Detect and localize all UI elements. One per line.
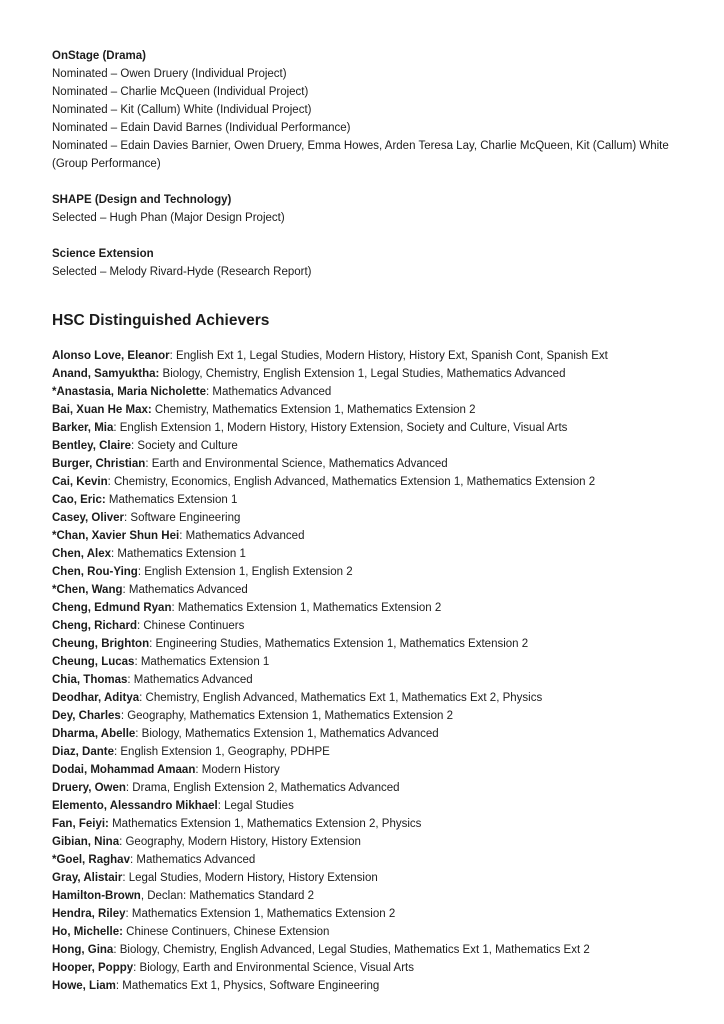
achiever-name: Chen, Rou-Ying bbox=[52, 566, 138, 578]
achiever-name: Dey, Charles bbox=[52, 710, 121, 722]
achiever-name: Dharma, Abelle bbox=[52, 728, 136, 740]
award-section-heading: SHAPE (Design and Technology) bbox=[52, 194, 232, 206]
achiever-entry bbox=[52, 815, 678, 833]
achiever-subjects: : Mathematics Extension 1 bbox=[134, 656, 270, 668]
achiever-entry bbox=[52, 905, 678, 923]
achiever-entry bbox=[52, 437, 678, 455]
achiever-subjects: : Mathematics Extension 1 bbox=[111, 548, 246, 560]
achiever-name: Cheung, Lucas bbox=[52, 656, 135, 668]
achiever-name: Alonso Love, Eleanor bbox=[52, 350, 170, 362]
achiever-subjects: Chinese Continuers, Chinese Extension bbox=[122, 926, 330, 938]
achiever-subjects: : Mathematics Ext 1, Physics, Software Engineering bbox=[115, 980, 380, 992]
achiever-entry bbox=[52, 887, 678, 905]
award-line: Nominated – Owen Druery (Individual Project) bbox=[52, 68, 287, 80]
achiever-entry bbox=[52, 761, 678, 779]
award-line: Selected – Hugh Phan (Major Design Project) bbox=[52, 212, 285, 224]
achiever-name: *Chan, Xavier Shun Hei bbox=[52, 530, 180, 542]
achiever-name: Druery, Owen bbox=[52, 782, 126, 794]
achiever-subjects: : Mathematics Advanced bbox=[129, 854, 256, 866]
achiever-entry bbox=[52, 797, 678, 815]
achiever-subjects: : Software Engineering bbox=[124, 512, 241, 524]
achiever-subjects: : Biology, Chemistry, English Advanced, Legal Studies, Mathematics Ext 1, Mathematics Ext 2 bbox=[113, 944, 590, 956]
achiever-entry bbox=[52, 923, 678, 941]
achiever-entry bbox=[52, 347, 678, 365]
achiever-subjects: : Chemistry, English Advanced, Mathematics Ext 1, Mathematics Ext 2, Physics bbox=[139, 692, 543, 704]
achiever-subjects: : Drama, English Extension 2, Mathematics Advanced bbox=[125, 782, 400, 794]
achiever-subjects: : English Extension 1, Geography, PDHPE bbox=[114, 746, 330, 758]
award-line: Nominated – Kit (Callum) White (Individual Project) bbox=[52, 104, 312, 116]
achiever-name: Fan, Feiyi: bbox=[52, 818, 109, 830]
achiever-entry bbox=[52, 563, 678, 581]
achiever-subjects: : Society and Culture bbox=[131, 440, 238, 452]
achiever-subjects: : Modern History bbox=[195, 764, 280, 776]
achiever-entry bbox=[52, 509, 678, 527]
award-section-heading: Science Extension bbox=[52, 248, 154, 260]
achiever-subjects: : Biology, Mathematics Extension 1, Mathematics Advanced bbox=[135, 728, 439, 740]
achiever-name: Elemento, Alessandro Mikhael bbox=[52, 800, 218, 812]
achiever-name: Anand, Samyuktha: bbox=[52, 368, 160, 380]
achiever-subjects: : Legal Studies, Modern History, History Extension bbox=[122, 872, 378, 884]
achiever-name: Diaz, Dante bbox=[52, 746, 114, 758]
award-section-heading: OnStage (Drama) bbox=[52, 50, 146, 62]
achiever-name: Hong, Gina bbox=[52, 944, 114, 956]
achiever-entry bbox=[52, 959, 678, 977]
achiever-entry bbox=[52, 635, 678, 653]
achiever-entry bbox=[52, 491, 678, 509]
achiever-subjects: : Biology, Earth and Environmental Science, Visual Arts bbox=[133, 962, 414, 974]
achiever-subjects: , Declan: Mathematics Standard 2 bbox=[140, 890, 315, 902]
achiever-name: Bai, Xuan He Max: bbox=[52, 404, 152, 416]
achiever-subjects: Biology, Chemistry, English Extension 1, Legal Studies, Mathematics Advanced bbox=[159, 368, 566, 380]
achiever-name: Cheng, Richard bbox=[52, 620, 137, 632]
achiever-entry bbox=[52, 743, 678, 761]
achiever-name: Gray, Alistair bbox=[52, 872, 123, 884]
achiever-subjects: : Mathematics Advanced bbox=[127, 674, 253, 686]
achiever-subjects: : Mathematics Extension 1, Mathematics Extension 2 bbox=[125, 908, 396, 920]
achiever-subjects: : English Ext 1, Legal Studies, Modern History, History Ext, Spanish Cont, Spanish Ext bbox=[169, 350, 608, 362]
achiever-name: Hamilton-Brown bbox=[52, 890, 141, 902]
achiever-entry bbox=[52, 545, 678, 563]
award-section bbox=[52, 47, 678, 173]
award-line: Nominated – Charlie McQueen (Individual Project) bbox=[52, 86, 309, 98]
achiever-entry bbox=[52, 527, 678, 545]
achiever-name: Burger, Christian bbox=[52, 458, 146, 470]
award-line: Selected – Melody Rivard-Hyde (Research Report) bbox=[52, 266, 312, 278]
award-line: Nominated – Edain Davies Barnier, Owen Druery, Emma Howes, Arden Teresa Lay, Charlie McQueen, Kit (Callum) White (Group Performance) bbox=[52, 140, 669, 170]
achiever-subjects: : Mathematics Advanced bbox=[122, 584, 248, 596]
achiever-entry bbox=[52, 617, 678, 635]
achiever-subjects: Mathematics Extension 1, Mathematics Extension 2, Physics bbox=[108, 818, 422, 830]
achiever-subjects: : Legal Studies bbox=[217, 800, 294, 812]
achiever-name: Hooper, Poppy bbox=[52, 962, 134, 974]
achiever-subjects: : Chinese Continuers bbox=[136, 620, 245, 632]
award-section bbox=[52, 245, 678, 281]
achiever-name: Cai, Kevin bbox=[52, 476, 108, 488]
achiever-name: Barker, Mia bbox=[52, 422, 114, 434]
achiever-name: Howe, Liam bbox=[52, 980, 116, 992]
achiever-name: Cheung, Brighton bbox=[52, 638, 150, 650]
achiever-subjects: : Mathematics Extension 1, Mathematics Extension 2 bbox=[171, 602, 442, 614]
achiever-subjects: Chemistry, Mathematics Extension 1, Mathematics Extension 2 bbox=[151, 404, 476, 416]
achiever-subjects: : Geography, Mathematics Extension 1, Mathematics Extension 2 bbox=[120, 710, 453, 722]
achiever-entry bbox=[52, 725, 678, 743]
achiever-name: Dodai, Mohammad Amaan bbox=[52, 764, 196, 776]
achiever-entry bbox=[52, 779, 678, 797]
achiever-subjects: : Engineering Studies, Mathematics Extension 1, Mathematics Extension 2 bbox=[149, 638, 529, 650]
achiever-entry bbox=[52, 599, 678, 617]
achiever-name: *Anastasia, Maria Nicholette bbox=[52, 386, 207, 398]
achiever-entry bbox=[52, 869, 678, 887]
achiever-entry bbox=[52, 707, 678, 725]
achiever-name: Gibian, Nina bbox=[52, 836, 120, 848]
achiever-entry bbox=[52, 851, 678, 869]
achiever-name: Hendra, Riley bbox=[52, 908, 126, 920]
achiever-subjects: : Earth and Environmental Science, Mathematics Advanced bbox=[145, 458, 448, 470]
achiever-entry bbox=[52, 653, 678, 671]
achiever-name: Chen, Alex bbox=[52, 548, 112, 560]
achiever-entry bbox=[52, 833, 678, 851]
achiever-subjects: : English Extension 1, English Extension 2 bbox=[137, 566, 353, 578]
achiever-name: *Goel, Raghav bbox=[52, 854, 130, 866]
award-sections bbox=[52, 47, 678, 281]
achiever-entry bbox=[52, 671, 678, 689]
achiever-subjects: : Mathematics Advanced bbox=[179, 530, 305, 542]
achiever-name: *Chen, Wang bbox=[52, 584, 123, 596]
achiever-name: Chia, Thomas bbox=[52, 674, 128, 686]
achiever-name: Ho, Michelle: bbox=[52, 926, 123, 938]
achiever-subjects: Mathematics Extension 1 bbox=[105, 494, 238, 506]
achiever-subjects: : Geography, Modern History, History Extension bbox=[119, 836, 361, 848]
achiever-name: Cheng, Edmund Ryan bbox=[52, 602, 172, 614]
achiever-subjects: : English Extension 1, Modern History, History Extension, Society and Culture, Visual Arts bbox=[113, 422, 568, 434]
achiever-entry bbox=[52, 689, 678, 707]
achiever-entry bbox=[52, 365, 678, 383]
award-section bbox=[52, 191, 678, 227]
achiever-entry bbox=[52, 473, 678, 491]
achiever-entry bbox=[52, 581, 678, 599]
achievers-list bbox=[52, 347, 678, 995]
award-line: Nominated – Edain David Barnes (Individual Performance) bbox=[52, 122, 351, 134]
achiever-entry bbox=[52, 401, 678, 419]
achiever-entry bbox=[52, 455, 678, 473]
achiever-name: Cao, Eric: bbox=[52, 494, 106, 506]
achievers-heading: HSC Distinguished Achievers bbox=[52, 312, 270, 329]
achiever-entry bbox=[52, 419, 678, 437]
achiever-name: Bentley, Claire bbox=[52, 440, 132, 452]
achiever-entry bbox=[52, 383, 678, 401]
achiever-subjects: : Chemistry, Economics, English Advanced, Mathematics Extension 1, Mathematics Extension 2 bbox=[107, 476, 596, 488]
achiever-subjects: : Mathematics Advanced bbox=[206, 386, 332, 398]
achiever-entry bbox=[52, 977, 678, 995]
achiever-name: Casey, Oliver bbox=[52, 512, 125, 524]
achiever-entry bbox=[52, 941, 678, 959]
achiever-name: Deodhar, Aditya bbox=[52, 692, 140, 704]
